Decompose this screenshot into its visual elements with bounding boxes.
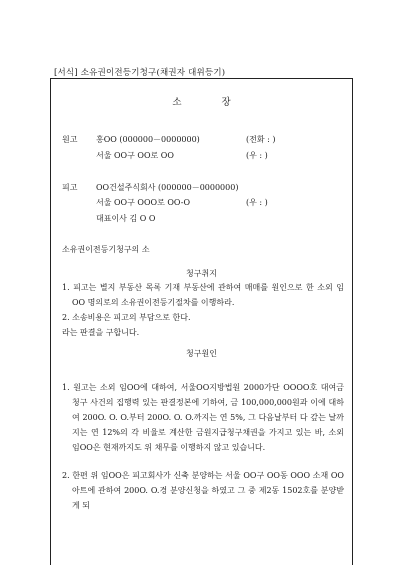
plaintiff-address: 서울 OO구 OO로 OO [96,151,174,160]
cause-item-1: 1. 원고는 소외 임OO에 대하여, 서울OO지방법원 2000가단 OOOO호 대여금 청구 사건의 집행력 있는 판결정본에 기하여, 금 100,000,000원과 이에 대하여 200O. O. O.부터 200O. O. O.까지는 연 5%, 그 다음날부터 다 갚는 날까지는 연 12%의 각 비율로 계산한 금원지급청구채권을 가지고 있는 바, 소외 임OO은 현재까지도 위 채무를 이행하지 않고 있습니다. [62,383,344,452]
cause-heading: 청구원인 [186,349,217,358]
cause-item-1-block [62,380,344,455]
defendant-role: 피고 [62,183,78,192]
defendant-representative: 대표이사 김 O O [96,214,156,223]
title-left: 소 [172,97,182,108]
case-name: 소유권이전등기청구의 소 [62,245,150,254]
claim-closing: 라는 판결을 구합니다. [62,328,140,337]
defendant-address: 서울 OO구 OOO로 OO-O [96,198,191,207]
cause-item-2: 2. 한편 위 임OO은 피고회사가 신축 분양하는 서울 OO구 OO동 OOO 소재 OO아트에 관하여 200O. O.경 분양신청을 하였고 그 중 제2동 1502호를 분양받게 되 [62,471,344,510]
defendant-postal: (우 : ) [246,198,268,207]
claim-heading: 청구취지 [186,269,217,278]
defendant-name-id: OO건설주식회사 (000000－0000000) [96,183,239,192]
title-right: 장 [221,97,231,108]
plaintiff-postal: (우 : ) [246,151,268,160]
form-label: [서식] 소유권이전등기청구(채권자 대위등기) [54,68,226,78]
plaintiff-name-id: 홍OO (000000－0000000) [96,135,200,144]
claim-section [62,280,344,340]
plaintiff-phone: (전화 : ) [246,135,276,144]
document-title [50,94,353,108]
claim-item-2: 2. 소송비용은 피고의 부담으로 한다. [62,313,191,322]
cause-item-2-block [62,468,344,513]
plaintiff-role: 원고 [62,135,78,144]
claim-item-1: 1. 피고는 별지 부동산 목록 기재 부동산에 관하여 매매를 원인으로 한 소외 임OO 명의로의 소유권이전등기절차를 이행하라. [62,283,344,307]
